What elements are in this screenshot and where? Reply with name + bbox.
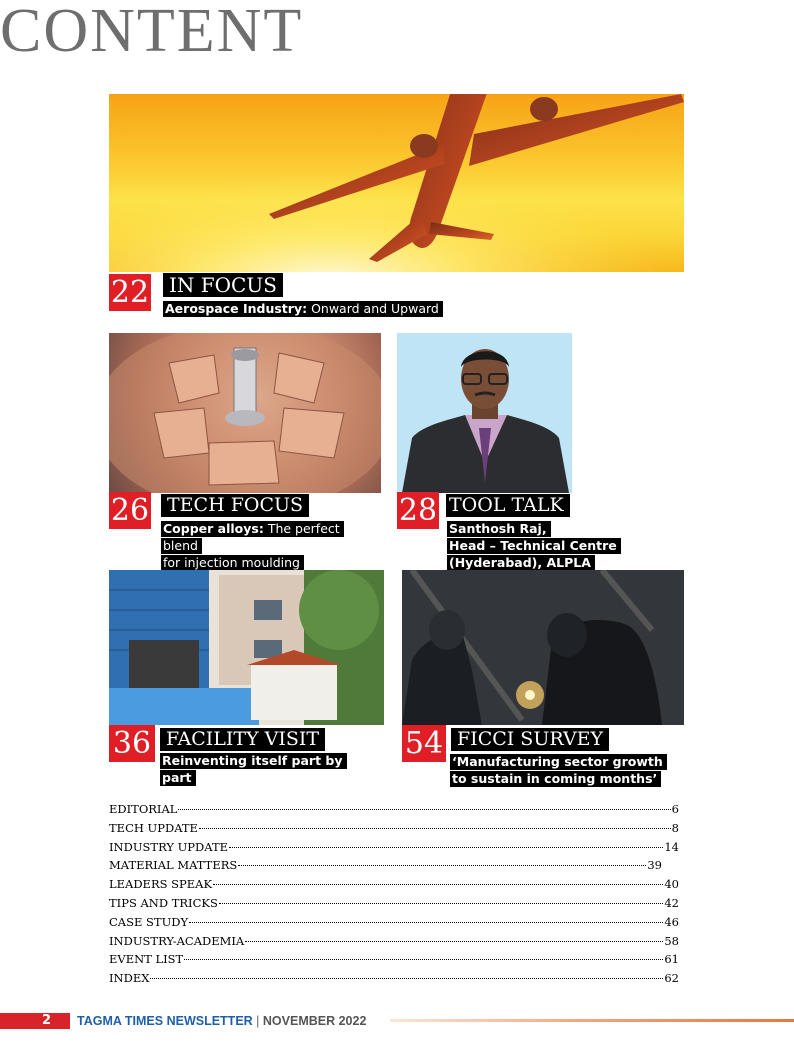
feature-subtitle-text: to sustain in coming months’ <box>452 771 658 786</box>
toc-leader <box>184 959 663 960</box>
welding-image <box>402 570 684 725</box>
toc-row[interactable] <box>109 915 679 934</box>
footer-page-number: 2 <box>42 1013 52 1028</box>
toc-title: EDITORIAL <box>109 802 178 816</box>
toc-row[interactable] <box>109 840 679 859</box>
feature-subtitle-text: Santhosh Raj, <box>449 521 547 536</box>
table-of-contents <box>109 802 679 990</box>
feature-page-number: 36 <box>109 725 155 762</box>
toc-title: INDUSTRY UPDATE <box>109 839 229 854</box>
toc-page: 39 <box>647 858 662 873</box>
toc-row[interactable] <box>109 971 679 990</box>
feature-subtitle-text: Onward and Upward <box>307 301 439 316</box>
toc-leader <box>178 809 670 810</box>
feature-subtitle-text: Reinventing itself part by part <box>162 753 343 785</box>
toc-title: MATERIAL MATTERS <box>109 858 238 873</box>
toc-row[interactable] <box>109 934 679 953</box>
toc-page: 61 <box>664 952 679 967</box>
toc-row[interactable] <box>109 858 662 877</box>
toc-row[interactable] <box>109 802 679 821</box>
feature-subtitle <box>450 753 670 787</box>
footer-accent-bar <box>0 1013 70 1029</box>
footer-publication <box>77 1013 366 1029</box>
feature-heading: TECH FOCUS <box>161 494 309 517</box>
footer-separator: | <box>256 1014 260 1028</box>
hero-airplane-image <box>109 94 684 272</box>
feature-subtitle-bold: Copper alloys: <box>163 521 264 536</box>
footer-brand: TAGMA TIMES NEWSLETTER <box>77 1014 253 1028</box>
feature-subtitle-bold: Aerospace Industry: <box>165 301 308 316</box>
toc-row[interactable] <box>109 877 679 896</box>
feature-page-number: 28 <box>398 493 438 528</box>
feature-subtitle-text: Head – Technical Centre <box>449 538 617 553</box>
footer-date: NOVEMBER 2022 <box>262 1014 367 1028</box>
toc-row[interactable] <box>109 952 679 971</box>
feature-subtitle-text: ‘Manufacturing sector growth <box>452 754 663 769</box>
toc-page: 40 <box>664 877 679 892</box>
feature-heading: FACILITY VISIT <box>160 728 325 751</box>
toc-title: TECH UPDATE <box>109 820 198 835</box>
toc-page: 42 <box>664 895 679 910</box>
toc-page: 58 <box>664 933 679 948</box>
toc-leader <box>150 978 663 979</box>
factory-image <box>109 570 384 725</box>
toc-page: 6 <box>671 802 679 816</box>
toc-leader <box>219 903 663 904</box>
feature-subtitle <box>161 520 376 571</box>
toc-leader <box>229 847 663 848</box>
feature-heading: FICCI SURVEY <box>451 728 609 751</box>
feature-subtitle-text: The perfect blend <box>163 521 340 553</box>
feature-page-number: 26 <box>110 493 150 528</box>
feature-page-number: 54 <box>402 725 446 762</box>
toc-page: 8 <box>671 820 679 835</box>
toc-row[interactable] <box>109 896 679 915</box>
feature-subtitle-text: for injection moulding <box>161 555 304 571</box>
feature-subtitle <box>160 752 370 786</box>
toc-title: INDEX <box>109 971 150 986</box>
toc-page: 62 <box>664 971 679 986</box>
toc-leader <box>213 884 663 885</box>
feature-heading: TOOL TALK <box>446 494 570 517</box>
toc-title: TIPS AND TRICKS <box>109 895 218 910</box>
feature-heading: IN FOCUS <box>163 273 283 297</box>
toc-title: EVENT LIST <box>109 952 184 967</box>
feature-subtitle <box>163 300 443 317</box>
toc-title: LEADERS SPEAK <box>109 877 213 892</box>
toc-title: CASE STUDY <box>109 914 189 929</box>
toc-row[interactable] <box>109 821 679 840</box>
footer-gradient-rule <box>390 1019 794 1022</box>
toc-page: 14 <box>664 839 679 854</box>
feature-subtitle-text: (Hyderabad), ALPLA <box>449 555 591 570</box>
feature-page-number: 22 <box>110 275 150 310</box>
copper-mould-image <box>109 333 381 493</box>
toc-leader <box>238 865 646 866</box>
toc-title: INDUSTRY-ACADEMIA <box>109 933 245 948</box>
toc-leader <box>189 922 663 923</box>
page-title: CONTENT <box>0 0 304 65</box>
toc-leader <box>245 941 663 942</box>
portrait-image <box>397 333 572 493</box>
toc-page: 46 <box>664 914 679 929</box>
toc-leader <box>199 828 671 829</box>
